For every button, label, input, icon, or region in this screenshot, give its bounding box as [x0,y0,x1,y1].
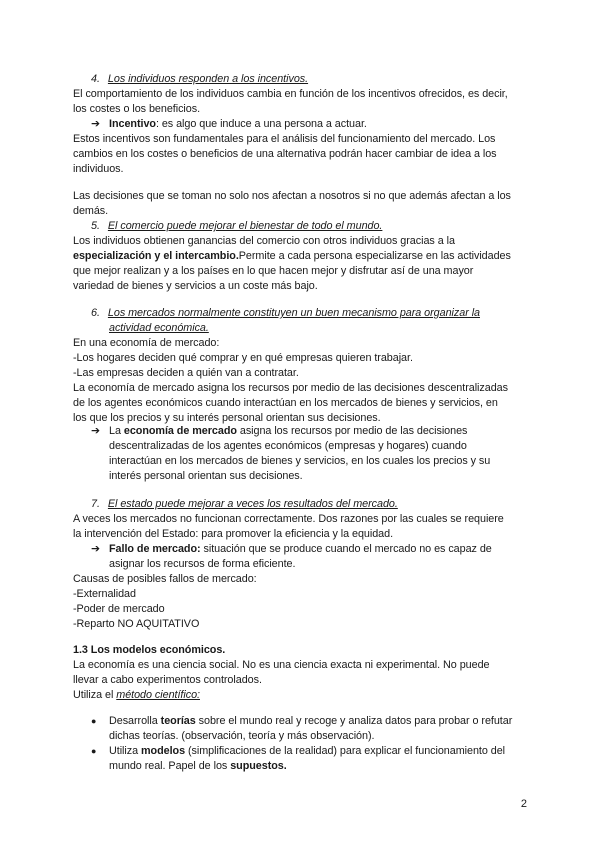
arrow-item-fallo: ➔ Fallo de mercado: situación que se produce cuando el mercado no es capaz de [91,543,492,555]
page-number: 2 [520,798,527,810]
text-line: Los individuos obtienen ganancias del comercio con otros individuos gracias a la [73,235,455,247]
text-line: Utiliza el método científico: [73,689,200,701]
text-line: especialización y el intercambio.Permite a cada persona especializarse en las actividades [73,250,511,262]
text-line: -Las empresas deciden a quién van a contratar. [73,367,299,379]
bullet-item-teorias: ● Desarrolla teorías sobre el mundo real y recoge y analiza datos para probar o refutar [91,715,513,727]
text-line: la intervención del Estado: para promover la eficiencia y la equidad. [73,528,394,540]
text-line: -Reparto NO AQUITATIVO [73,618,200,630]
arrow-item-economia: ➔ La economía de mercado asigna los recursos por medio de las decisiones [91,425,468,437]
text-line: los que los precios y su interés personal orientan sus decisiones. [73,412,381,424]
text-line: Estos incentivos son fundamentales para el análisis del funcionamiento del mercado. Los [73,133,496,145]
text-line: de los agentes económicos cuando interactúan en los mercados de bienes y servicios, en [73,397,498,409]
bullet-item-modelos: ● Utiliza modelos (simplificaciones de la realidad) para explicar el funcionamiento del [91,745,506,757]
arrow-icon: ➔ [91,543,100,555]
text-line: La economía es una ciencia social. No es una ciencia exacta ni experimental. No puede [73,659,490,671]
text-line: cambios en los costes o beneficios de una alternativa podrán hacer cambiar de idea a los [73,148,497,160]
text-line: los costes o los beneficios. [73,103,201,115]
item-6-heading-cont: actividad económica. [109,322,209,334]
text-line: A veces los mercados no funcionan correctamente. Dos razones por las cuales se requiere [73,513,504,525]
bullet-icon: ● [91,716,97,726]
text-line: En una economía de mercado: [73,337,220,349]
text-line: variedad de bienes y servicios a un coste más bajo. [73,280,318,292]
text-line: demás. [73,205,109,217]
bullet-icon: ● [91,746,97,756]
text-line: dichas teorías. (observación, teoría y más observación). [109,730,375,742]
text-line: La economía de mercado asigna los recursos por medio de las decisiones descentralizadas [73,382,508,394]
text-line: descentralizadas de los agentes económicos (empresas y hogares) cuando [109,440,467,452]
item-7-heading: 7. El estado puede mejorar a veces los resultados del mercado. [91,498,398,510]
arrow-item-incentivo: ➔ Incentivo: es algo que induce a una persona a actuar. [91,118,367,130]
text-line: interactúan en los mercados de bienes y servicios, en los cuales los precios y su [109,455,491,467]
text-line: -Externalidad [73,588,136,600]
text-line: mundo real. Papel de los supuestos. [109,760,287,772]
text-line: Las decisiones que se toman no solo nos afectan a nosotros si no que además afectan a los [73,190,511,202]
text-line: que mejor realizan y a los países en lo que hacen mejor y disfrutar así de una mayor [73,265,474,277]
text-line: Causas de posibles fallos de mercado: [73,573,257,585]
item-4-heading: 4. Los individuos responden a los incentivos. [91,73,309,85]
text-line: interés personal orientan sus decisiones. [109,470,303,482]
text-line: -Los hogares deciden qué comprar y en qué empresas quieren trabajar. [73,352,413,364]
arrow-icon: ➔ [91,118,100,130]
text-line: individuos. [73,163,124,175]
item-5-heading: 5. El comercio puede mejorar el bienestar de todo el mundo. [91,220,383,232]
item-6-heading: 6. Los mercados normalmente constituyen un buen mecanismo para organizar la [91,307,480,319]
text-line: El comportamiento de los individuos cambia en función de los incentivos ofrecidos, es decir, [73,88,508,100]
section-heading: 1.3 Los modelos económicos. [73,644,226,656]
arrow-icon: ➔ [91,425,100,437]
text-line: asignar los recursos de forma eficiente. [109,558,296,570]
text-line: -Poder de mercado [73,603,165,615]
text-line: llevar a cabo experimentos controlados. [73,674,262,686]
